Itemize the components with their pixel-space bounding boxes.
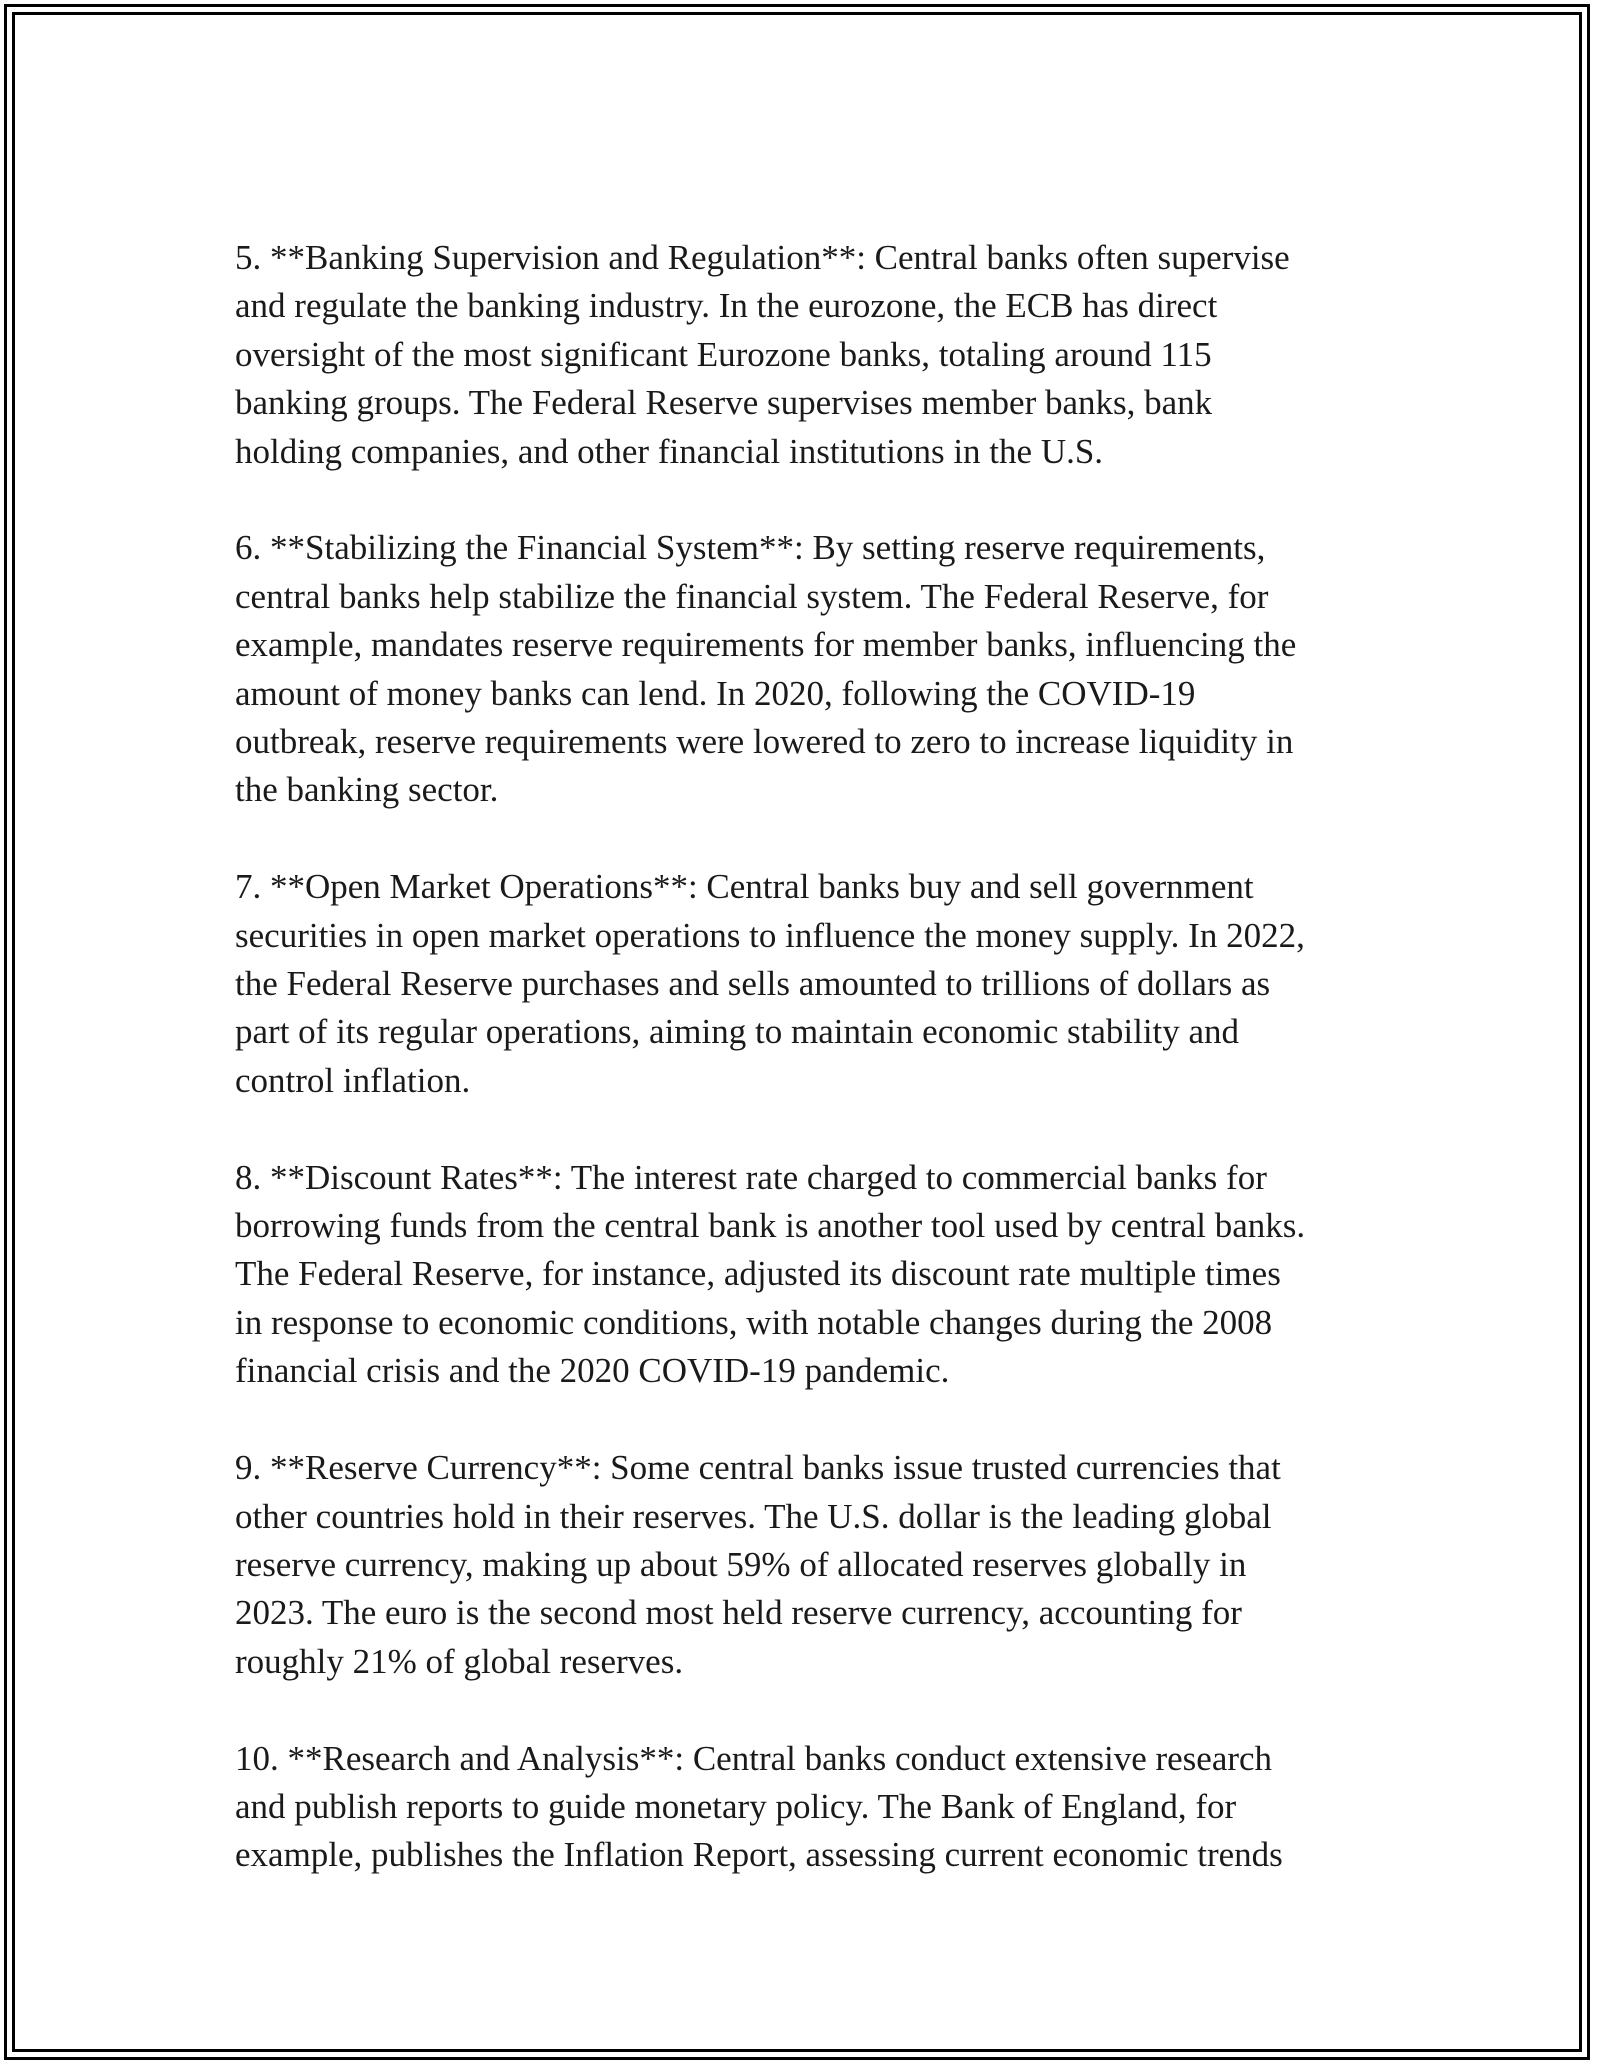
paragraph-research-analysis: 10. **Research and Analysis**: Central banks conduct extensive research and publish reports to guide monetary policy. The Bank of England, for example, publishes the Inflation Report, assessing current economic trends (235, 1738, 1283, 1875)
paragraph-open-market-operations: 7. **Open Market Operations**: Central banks buy and sell government securities in open market operations to influence the money supply. In 2022, the Federal Reserve purchases and sells amounted to trillions of dollars as part of its regular operations, aiming to maintain economic stability and control inflation. (235, 867, 1305, 1100)
paragraph-reserve-currency: 9. **Reserve Currency**: Some central banks issue trusted currencies that other countries hold in their reserves. The U.S. dollar is the leading global reserve currency, making up about 59% of allocated reserves globally in 2023. The euro is the second most held reserve currency, accounting for roughly 21% of global reserves. (235, 1448, 1281, 1681)
paragraph-stabilizing-financial-system: 6. **Stabilizing the Financial System**: By setting reserve requirements, central banks help stabilize the financial system. The Federal Reserve, for example, mandates reserve requirements for member banks, influencing the amount of money banks can lend. In 2020, following the COVID-19 outbreak, reserve requirements were lowered to zero to increase liquidity in the banking sector. (235, 528, 1297, 810)
paragraph-discount-rates: 8. **Discount Rates**: The interest rate charged to commercial banks for borrowing funds from the central bank is another tool used by central banks. The Federal Reserve, for instance, adjusted its discount rate multiple times in response to economic conditions, with notable changes during the 2008 financial crisis and the 2020 COVID-19 pandemic. (235, 1157, 1306, 1391)
document-body (235, 234, 1375, 1928)
paragraph-banking-supervision: 5. **Banking Supervision and Regulation**: Central banks often supervise and regulate the banking industry. In the eurozone, the ECB has direct oversight of the most significant Eurozone banks, totaling around 115 banking groups. The Federal Reserve supervises member banks, bank holding companies, and other financial institutions in the U.S. (235, 238, 1290, 471)
